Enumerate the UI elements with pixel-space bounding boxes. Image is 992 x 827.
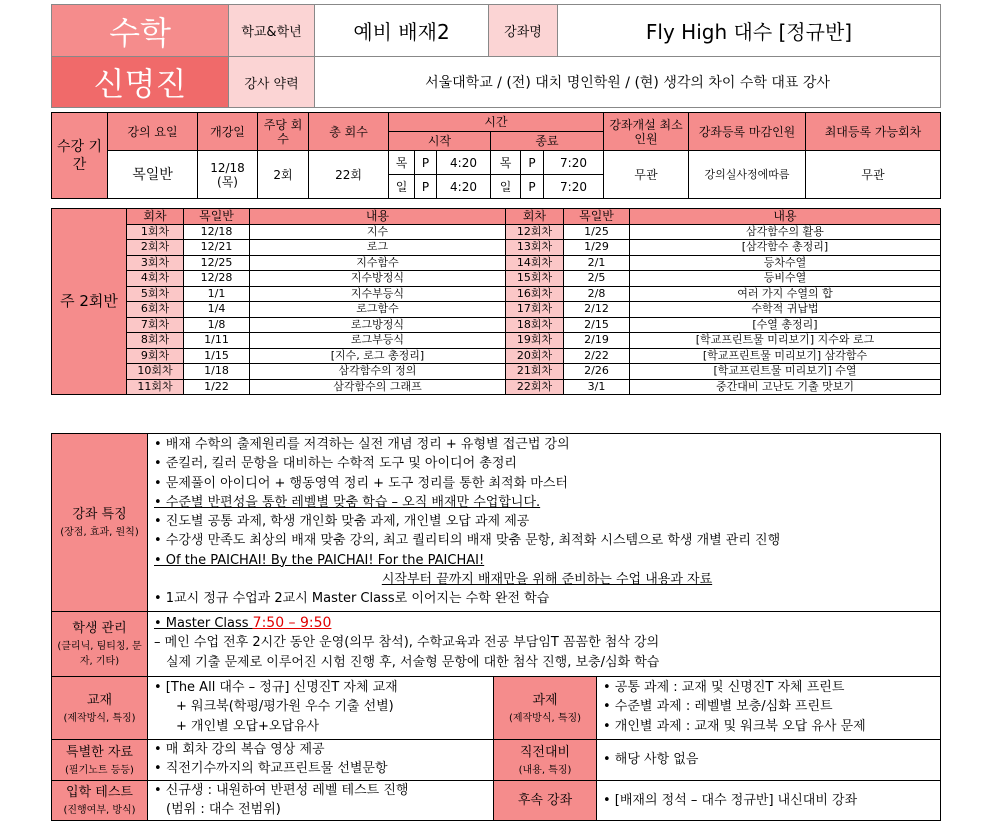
round-cell: 21회차	[506, 364, 564, 380]
entrance-label-cell: 입학 테스트 (진행여부, 방식)	[52, 781, 148, 821]
date-cell: 12/28	[184, 271, 250, 287]
col-weekly: 주당 회수	[258, 113, 309, 151]
time-end: 7:20	[544, 151, 604, 175]
col-time-end: 종료	[491, 132, 604, 151]
feature-item: • 1교시 정규 수업과 2교시 Master Class로 이어지는 수학 완전 학습	[154, 591, 550, 607]
management-line: 실제 기출 문제로 이루어진 시험 진행 후, 서술형 문항에 대한 첨삭 진행, 보충/심화 학습	[166, 654, 660, 670]
date-cell: 3/1	[564, 379, 630, 395]
special-label-cell: 특별한 자료 (필기노트 등등)	[52, 740, 148, 781]
round-cell: 22회차	[506, 379, 564, 395]
time-ampm: P	[521, 175, 544, 199]
round-cell: 3회차	[127, 255, 184, 271]
round-cell: 10회차	[127, 364, 184, 380]
round-cell: 6회차	[127, 302, 184, 318]
date-cell: 1/8	[184, 317, 250, 333]
content-cell: 로그부등식	[250, 333, 506, 349]
round-cell: 15회차	[506, 271, 564, 287]
curriculum-table	[51, 208, 941, 395]
col-date: 목일반	[184, 209, 250, 225]
management-content	[148, 612, 941, 677]
total-value: 22회	[309, 151, 389, 199]
feature-item: • 문제풀이 아이디어 + 행동영역 정리 + 도구 정리를 통한 최적화 마스터	[154, 475, 568, 491]
time-start: 4:20	[437, 151, 491, 175]
round-cell: 12회차	[506, 224, 564, 240]
subject-title: 수학	[109, 13, 171, 52]
date-cell: 2/22	[564, 348, 630, 364]
homework-label-cell: 과제 (제작방식, 특징)	[494, 677, 597, 740]
round-cell: 2회차	[127, 240, 184, 256]
curriculum-row	[52, 364, 941, 380]
date-cell: 1/1	[184, 286, 250, 302]
content-cell: 로그방정식	[250, 317, 506, 333]
round-cell: 5회차	[127, 286, 184, 302]
feature-item: 시작부터 끝까지 배재만을 위해 준비하는 수업 내용과 자료	[381, 572, 713, 588]
master-class-time: 7:50 – 9:50	[252, 615, 332, 631]
content-cell: 지수함수	[250, 255, 506, 271]
description-table	[51, 433, 941, 821]
col-content: 내용	[630, 209, 941, 225]
curriculum-row	[52, 271, 941, 287]
textbook-item: • [The All 대수 – 정규] 신명진T 자체 교재	[154, 680, 398, 695]
date-cell: 1/4	[184, 302, 250, 318]
curriculum-row	[52, 302, 941, 318]
date-cell: 1/18	[184, 364, 250, 380]
course-label: 강좌명	[489, 5, 558, 57]
content-cell: [지수, 로그 총정리]	[250, 348, 506, 364]
date-cell: 2/1	[564, 255, 630, 271]
weekly-value: 2회	[258, 151, 309, 199]
col-min: 강좌개설 최소인원	[604, 113, 689, 151]
start-value: 12/18 (목)	[198, 151, 258, 199]
content-cell: 로그	[250, 240, 506, 256]
content-cell: [수열 총정리]	[630, 317, 941, 333]
teacher-cell	[52, 57, 229, 108]
homework-content	[597, 677, 941, 740]
date-cell: 12/21	[184, 240, 250, 256]
content-cell: 지수부등식	[250, 286, 506, 302]
date-cell: 1/15	[184, 348, 250, 364]
special-item: • 직전기수까지의 학교프린트물 선별문항	[154, 761, 388, 777]
exam-prep-label-cell: 직전대비 (내용, 특징)	[494, 740, 597, 781]
curriculum-row	[52, 240, 941, 256]
time-ampm: P	[521, 151, 544, 175]
bio-label: 강사 약력	[229, 57, 315, 108]
homework-item: • 수준별 과제 : 레벨별 보충/심화 프린트	[603, 699, 833, 715]
col-max: 최대등록 가능회차	[806, 113, 941, 151]
content-cell: 중간대비 고난도 기출 맛보기	[630, 379, 941, 395]
round-cell: 11회차	[127, 379, 184, 395]
feature-item: • 수준별 반편성을 통한 레벨별 맞춤 학습 – 오직 배재만 수업합니다.	[154, 494, 541, 510]
special-content	[148, 740, 494, 781]
round-cell: 8회차	[127, 333, 184, 349]
date-cell: 1/11	[184, 333, 250, 349]
col-total: 총 회수	[309, 113, 389, 151]
time-ampm: P	[415, 151, 437, 175]
content-cell: [삼각함수 총정리]	[630, 240, 941, 256]
round-cell: 4회차	[127, 271, 184, 287]
content-cell: 삼각함수의 그래프	[250, 379, 506, 395]
features-label-cell: 강좌 특징 (장점, 효과, 원칙)	[52, 434, 148, 612]
content-cell: 여러 가지 수열의 합	[630, 286, 941, 302]
entrance-content	[148, 781, 494, 821]
features-list	[148, 434, 941, 612]
date-cell: 12/25	[184, 255, 250, 271]
date-cell: 2/12	[564, 302, 630, 318]
followup-content: • [배재의 정석 – 대수 정규반] 내신대비 강좌	[597, 781, 941, 821]
bio-value: 서울대학교 / (전) 대치 명인학원 / (현) 생각의 차이 수학 대표 강사	[315, 57, 941, 108]
content-cell: [학교프린트물 미리보기] 삼각함수	[630, 348, 941, 364]
date-cell: 12/18	[184, 224, 250, 240]
day-value: 목일반	[108, 151, 198, 199]
col-start: 개강일	[198, 113, 258, 151]
round-cell: 20회차	[506, 348, 564, 364]
time-day: 일	[491, 175, 521, 199]
master-class-label: • Master Class	[154, 616, 253, 631]
col-round: 회차	[506, 209, 564, 225]
school-grade-value: 예비 배재2	[315, 5, 489, 57]
textbook-content	[148, 677, 494, 740]
content-cell: 등비수열	[630, 271, 941, 287]
content-cell: 지수	[250, 224, 506, 240]
period-table	[51, 112, 941, 199]
homework-item: • 공통 과제 : 교재 및 신명진T 자체 프린트	[603, 680, 845, 695]
special-item: • 매 회차 강의 복습 영상 제공	[154, 742, 325, 757]
deadline-value: 강의실사정에따름	[689, 151, 806, 199]
round-cell: 14회차	[506, 255, 564, 271]
textbook-item: + 워크북(학평/평가원 우수 기출 선별)	[176, 699, 394, 715]
entrance-item: • 신규생 : 내원하여 반편성 레벨 테스트 진행	[154, 783, 409, 798]
feature-item: • 수강생 만족도 최상의 배재 맞춤 강의, 최고 퀄리티의 배재 맞춤 문항, 최적화 시스템으로 학생 개별 관리 진행	[154, 533, 781, 549]
round-cell: 13회차	[506, 240, 564, 256]
period-side-label: 수강 기간	[52, 113, 108, 199]
col-time-start: 시작	[389, 132, 491, 151]
col-round: 회차	[127, 209, 184, 225]
round-cell: 17회차	[506, 302, 564, 318]
entrance-item: (범위 : 대수 전범위)	[166, 802, 281, 818]
curriculum-row	[52, 348, 941, 364]
teacher-name: 신명진	[93, 65, 187, 103]
col-content: 내용	[250, 209, 506, 225]
homework-item: • 개인별 과제 : 교재 및 워크북 오답 유사 문제	[603, 718, 866, 734]
content-cell: [학교프린트물 미리보기] 수열	[630, 364, 941, 380]
round-cell: 1회차	[127, 224, 184, 240]
header-table	[51, 4, 941, 108]
content-cell: 지수방정식	[250, 271, 506, 287]
curriculum-row	[52, 224, 941, 240]
time-start: 4:20	[437, 175, 491, 199]
max-value: 무관	[806, 151, 941, 199]
col-day: 강의 요일	[108, 113, 198, 151]
round-cell: 7회차	[127, 317, 184, 333]
textbook-label-cell: 교재 (제작방식, 특징)	[52, 677, 148, 740]
round-cell: 19회차	[506, 333, 564, 349]
col-time: 시간	[389, 113, 604, 132]
management-line: – 메인 수업 전후 2시간 동안 운영(의무 참석), 수학교육과 전공 부담임T 꼼꼼한 첨삭 강의	[154, 635, 660, 651]
feature-item: • 준킬러, 킬러 문항을 대비하는 수학적 도구 및 아이디어 총정리	[154, 456, 517, 472]
col-date: 목일반	[564, 209, 630, 225]
feature-item: • 배재 수학의 출제원리를 저격하는 실전 개념 정리 + 유형별 접근법 강의	[154, 437, 570, 452]
date-cell: 2/5	[564, 271, 630, 287]
round-cell: 18회차	[506, 317, 564, 333]
round-cell: 16회차	[506, 286, 564, 302]
school-grade-label: 학교&학년	[229, 5, 315, 57]
time-day: 일	[389, 175, 415, 199]
management-label-cell: 학생 관리 (클리닉, 팀티칭, 문자, 기타)	[52, 612, 148, 677]
curriculum-side-label: 주 2회반	[52, 209, 127, 395]
exam-prep-content: • 해당 사항 없음	[597, 740, 941, 781]
min-value: 무관	[604, 151, 689, 199]
followup-label-cell: 후속 강좌	[494, 781, 597, 821]
content-cell: 삼각함수의 정의	[250, 364, 506, 380]
date-cell: 1/25	[564, 224, 630, 240]
date-cell: 2/15	[564, 317, 630, 333]
content-cell: 로그함수	[250, 302, 506, 318]
time-day: 목	[389, 151, 415, 175]
curriculum-row	[52, 317, 941, 333]
date-cell: 2/19	[564, 333, 630, 349]
curriculum-row	[52, 379, 941, 395]
round-cell: 9회차	[127, 348, 184, 364]
date-cell: 2/26	[564, 364, 630, 380]
date-cell: 2/8	[564, 286, 630, 302]
date-cell: 1/29	[564, 240, 630, 256]
feature-item: • Of the PAICHAI! By the PAICHAI! For the PAICHAI!	[154, 552, 485, 568]
curriculum-row	[52, 286, 941, 302]
curriculum-row	[52, 255, 941, 271]
col-deadline: 강좌등록 마감인원	[689, 113, 806, 151]
textbook-item: + 개인별 오답+오답유사	[176, 718, 320, 734]
date-cell: 1/22	[184, 379, 250, 395]
time-day: 목	[491, 151, 521, 175]
time-end: 7:20	[544, 175, 604, 199]
subject-cell	[52, 5, 229, 57]
content-cell: [학교프린트물 미리보기] 지수와 로그	[630, 333, 941, 349]
feature-item: • 진도별 공통 과제, 학생 개인화 맞춤 과제, 개인별 오답 과제 제공	[154, 514, 530, 530]
content-cell: 등차수열	[630, 255, 941, 271]
content-cell: 수학적 귀납법	[630, 302, 941, 318]
content-cell: 삼각함수의 활용	[630, 224, 941, 240]
time-ampm: P	[415, 175, 437, 199]
course-value: Fly High 대수 [정규반]	[558, 5, 941, 57]
curriculum-row	[52, 333, 941, 349]
